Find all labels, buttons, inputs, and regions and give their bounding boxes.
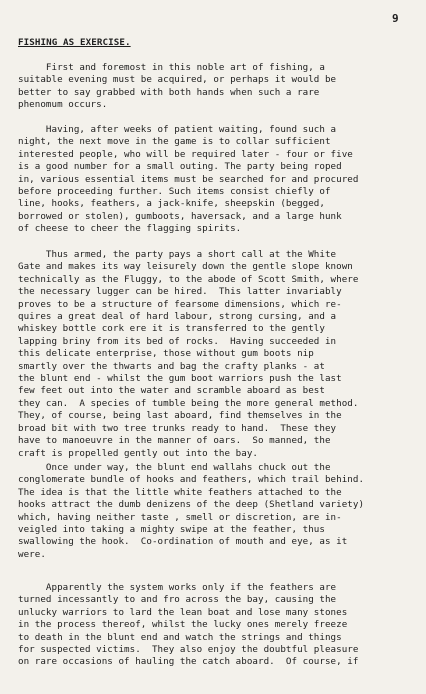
paragraph-1: First and foremost in this noble art of fishing, a suitable evening must be acquired, or perhaps it would be better to say grabbed with both hands when such a rare phenomum occurs. <box>18 62 337 111</box>
paragraph-2: Having, after weeks of patient waiting, found such a night, the next move in the game is to collar sufficient interested people, who will be required later - four or five is a good number for a small outing. The party being roped in, various essential items must be searched for and procured before proceeding further. Such items consist chiefly of line, hooks, feathers, a jack-knife, sheepskin (begged, borrowed or stolen), gumboots, haversack, and a large hunk of cheese to cheer the flagging spirits. <box>18 124 359 235</box>
paragraph-3: Thus armed, the party pays a short call at the White Gate and makes its way leisurely down the gentle slope known technically as the Fluggy, to the abode of Scott Smith, where the necessary lugger can be hired. This latter invariably proves to be a structure of fearsome dimensions, which re- quires a great deal of hard labour, strong cursing, and a whiskey bottle cork ere it is transferred to the gently lapping briny from its bed of rocks. Having succeeded in this delicate enterprise, those without gum boots nip smartly over the thwarts and bag the crafty planks - at the blunt end - whilst the gum boot warriors push the last few feet out into the water and scramble aboard as best they can. A species of tumble being the more general method. They, of course, being last aboard, find themselves in the broad bit with two tree trunks ready to hand. These they have to manoeuvre in the manner of oars. So manned, the craft is propelled gently out into the bay. <box>18 249 359 459</box>
paragraph-4: Once under way, the blunt end wallahs chuck out the conglomerate bundle of hooks and feathers, which trail behind. The idea is that the little white feathers attached to the hooks attract the dumb denizens of the deep (Shetland variety) which, having neither taste , smell or discretion, are in- veigled into taking a mighty swipe at the feather, thus swallowing the hook. Co-ordination of mouth and eye, as it were. <box>18 462 365 560</box>
paragraph-5: Apparently the system works only if the feathers are turned incessantly to and fro across the bay, causing the unlucky warriors to lard the lean boat and lose many stones in the process thereof, whilst the lucky ones merely freeze to death in the blunt end and watch the strings and things for suspected victims. They also enjoy the doubtful pleasure on rare occasions of hauling the catch aboard. Of course, if <box>18 582 359 668</box>
article-heading: FISHING AS EXERCISE. <box>18 37 131 48</box>
page-number: 9 <box>392 12 399 25</box>
